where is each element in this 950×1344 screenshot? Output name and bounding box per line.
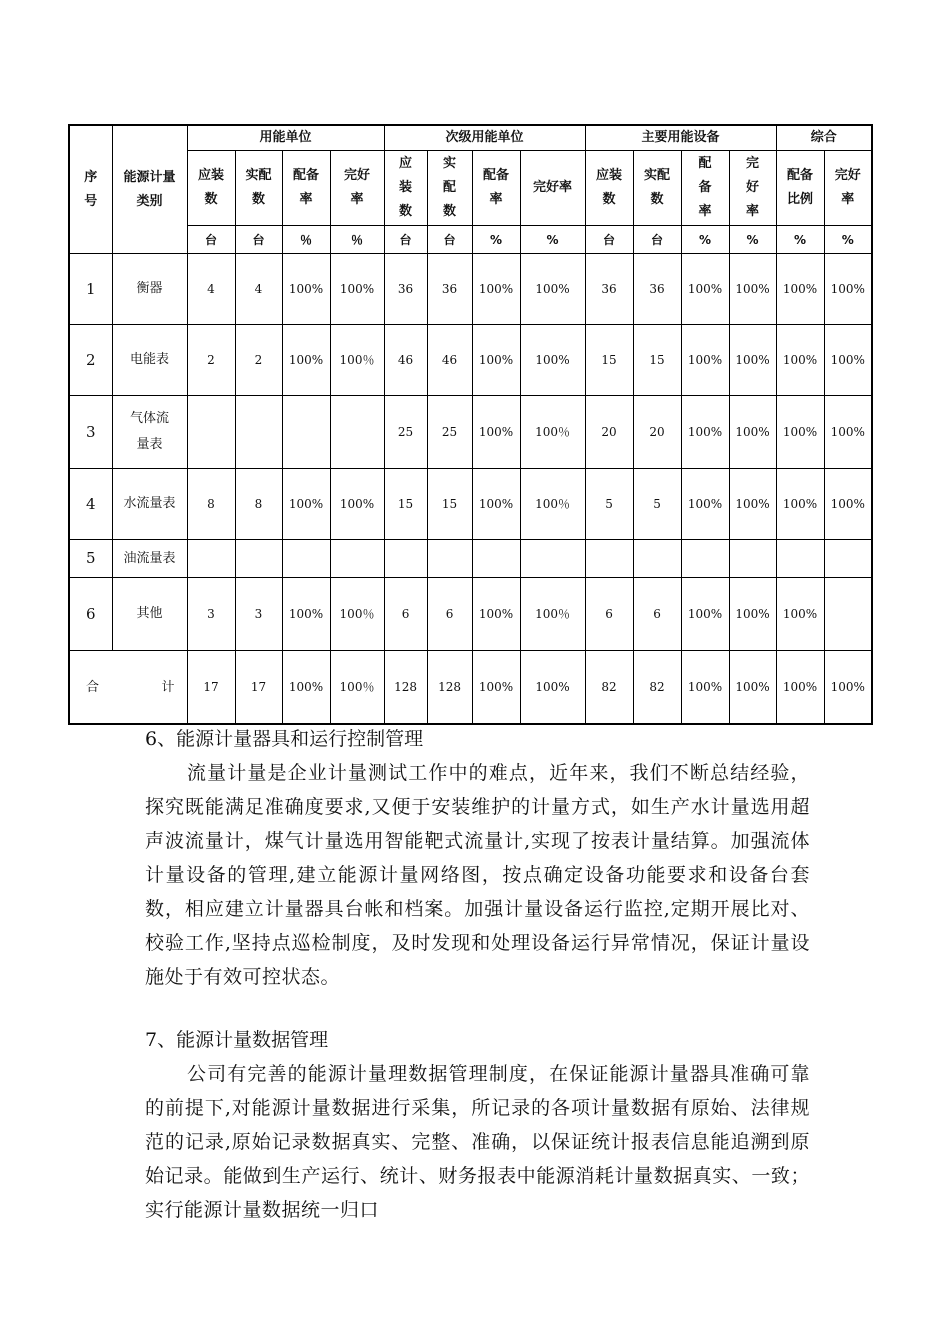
table-cell: 100％: [520, 396, 585, 469]
table-cell: 6: [427, 578, 472, 651]
table-cell: 100%: [776, 325, 824, 396]
total-cell: 17: [235, 651, 282, 725]
table-cell: [633, 540, 681, 578]
unit-cell: 台: [633, 226, 681, 254]
total-cell: 17: [187, 651, 235, 725]
section-7-title: 7、能源计量数据管理: [145, 1029, 329, 1051]
unit-cell: %: [472, 226, 520, 254]
unit-cell: %: [729, 226, 776, 254]
table-cell: 100％: [520, 578, 585, 651]
table-cell: 25: [427, 396, 472, 469]
unit-cell: %: [776, 226, 824, 254]
table-cell: 100%: [472, 254, 520, 325]
header-category: 能源计量类别: [112, 125, 187, 254]
table-row: [69, 578, 872, 651]
row-index: 4: [69, 469, 112, 540]
total-cell: 100%: [776, 651, 824, 725]
header-group-unit: 用能单位: [187, 125, 384, 151]
total-cell: 82: [633, 651, 681, 725]
row-index: 6: [69, 578, 112, 651]
unit-cell: 台: [384, 226, 427, 254]
table-row: [69, 469, 872, 540]
table-cell: 100%: [729, 578, 776, 651]
table-cell: 100%: [681, 578, 729, 651]
table-cell: 100%: [824, 469, 872, 540]
table-cell: 100%: [729, 469, 776, 540]
table-cell: 6: [633, 578, 681, 651]
table-cell: 100%: [681, 254, 729, 325]
total-cell: 100%: [472, 651, 520, 725]
table-cell: 100%: [729, 254, 776, 325]
table-cell: 100％: [330, 325, 384, 396]
table-cell: 5: [633, 469, 681, 540]
section-7-paragraph: 公司有完善的能源计量理数据管理制度，在保证能源计量器具准确可靠的前提下,对能源计量数据进行采集，所记录的各项计量数据有原始、法律规范的记录,原始记录数据真实、完整、准确，以保证统计报表信息能追溯到原始记录。能做到生产运行、统计、财务报表中能源消耗计量数据真实、一致；实行能源计量数据统一归口: [145, 1063, 810, 1221]
header-sub: 完好率: [520, 151, 585, 226]
total-cell: 100%: [282, 651, 330, 725]
table-cell: 100%: [330, 254, 384, 325]
table-cell: [824, 578, 872, 651]
unit-cell: ％: [330, 226, 384, 254]
table-cell: 100%: [776, 396, 824, 469]
table-cell: 8: [235, 469, 282, 540]
table-cell: 100%: [282, 578, 330, 651]
row-category: [112, 578, 187, 651]
header-sub: 配备比例: [776, 151, 824, 226]
table-cell: 2: [235, 325, 282, 396]
table-cell: 100%: [681, 396, 729, 469]
table-cell: [187, 540, 235, 578]
table-cell: 4: [187, 254, 235, 325]
unit-cell: %: [824, 226, 872, 254]
total-cell: 100％: [330, 651, 384, 725]
row-category-label: 水流量表: [123, 496, 176, 511]
table-cell: 20: [633, 396, 681, 469]
row-category: [112, 254, 187, 325]
table-cell: 15: [427, 469, 472, 540]
header-group-equipment: 主要用能设备: [585, 125, 776, 151]
total-row: [69, 651, 872, 725]
table-cell: 100％: [520, 469, 585, 540]
row-category-label: 油流量表: [123, 550, 176, 566]
header-sub: 配备率: [681, 151, 729, 226]
unit-cell: 台: [427, 226, 472, 254]
table-cell: [776, 540, 824, 578]
table-cell: [472, 540, 520, 578]
table-cell: 25: [384, 396, 427, 469]
table-cell: 100%: [681, 325, 729, 396]
table-cell: 46: [427, 325, 472, 396]
unit-cell: %: [681, 226, 729, 254]
table-cell: [330, 396, 384, 469]
table-cell: 100%: [520, 254, 585, 325]
row-index: 2: [69, 325, 112, 396]
row-index: 1: [69, 254, 112, 325]
table-cell: 100%: [330, 469, 384, 540]
table-cell: 6: [585, 578, 633, 651]
table-cell: 100%: [472, 396, 520, 469]
table-cell: [384, 540, 427, 578]
header-sub: 实配数: [235, 151, 282, 226]
unit-cell: ％: [282, 226, 330, 254]
table-cell: [427, 540, 472, 578]
row-category-label: 电能表: [129, 352, 169, 367]
table-row: [69, 254, 872, 325]
table-cell: 100%: [776, 469, 824, 540]
table-cell: [585, 540, 633, 578]
table-cell: 36: [633, 254, 681, 325]
header-sub: 完好率: [824, 151, 872, 226]
table-cell: 6: [384, 578, 427, 651]
row-category: [112, 469, 187, 540]
section-6-paragraph: 流量计量是企业计量测试工作中的难点，近年来，我们不断总结经验，探究既能满足准确度要求,又便于安装维护的计量方式，如生产水计量选用超声波流量计，煤气计量选用智能靶式流量计,实现了按表计量结算。加强流体计量设备的管理,建立能源计量网络图，按点确定设备功能要求和设备台套数，相应建立计量器具台帐和档案。加强计量设备运行监控,定期开展比对、校验工作,坚持点巡检制度，及时发现和处理设备运行异常情况，保证计量设施处于有效可控状态。: [145, 762, 810, 988]
table-cell: 100%: [729, 325, 776, 396]
total-cell: 128: [384, 651, 427, 725]
total-cell: 100%: [824, 651, 872, 725]
header-seq: 序号: [69, 125, 112, 254]
table-cell: 46: [384, 325, 427, 396]
table-cell: 100%: [681, 469, 729, 540]
total-cell: 100%: [681, 651, 729, 725]
header-sub: 应装数: [187, 151, 235, 226]
table-cell: 36: [384, 254, 427, 325]
table-cell: 36: [585, 254, 633, 325]
header-sub: 配备率: [282, 151, 330, 226]
row-category-label: 气体流量表: [129, 411, 169, 452]
table-cell: 15: [384, 469, 427, 540]
table-cell: 100%: [282, 325, 330, 396]
table-cell: 3: [235, 578, 282, 651]
table-cell: 100%: [824, 325, 872, 396]
table-cell: 15: [633, 325, 681, 396]
table-row: [69, 540, 872, 578]
unit-cell: 台: [187, 226, 235, 254]
row-category-label: 其他: [136, 606, 163, 621]
header-group-overall: 综合: [776, 125, 872, 151]
total-label: [69, 651, 187, 725]
total-cell: 100%: [729, 651, 776, 725]
table-cell: 100%: [520, 325, 585, 396]
table-cell: 20: [585, 396, 633, 469]
table-cell: [187, 396, 235, 469]
header-sub: 配备率: [472, 151, 520, 226]
section-6-title: 6、能源计量器具和运行控制管理: [145, 728, 424, 750]
table-cell: [235, 540, 282, 578]
section-7-body: [145, 1057, 810, 1227]
table-cell: [330, 540, 384, 578]
table-cell: 100%: [824, 254, 872, 325]
table-row: [69, 325, 872, 396]
row-category: [112, 325, 187, 396]
header-sub: 应装数: [585, 151, 633, 226]
table-cell: 100%: [776, 578, 824, 651]
row-category: [112, 396, 187, 469]
table-row: [69, 396, 872, 469]
total-cell: 100%: [520, 651, 585, 725]
table-cell: 15: [585, 325, 633, 396]
total-label-part: 合: [86, 679, 100, 695]
total-cell: 128: [427, 651, 472, 725]
table-cell: [235, 396, 282, 469]
table-cell: [520, 540, 585, 578]
row-index: 3: [69, 396, 112, 469]
energy-metering-table: [68, 124, 873, 725]
table-cell: [282, 396, 330, 469]
unit-cell: 台: [585, 226, 633, 254]
table-cell: 4: [235, 254, 282, 325]
table-cell: 100％: [330, 578, 384, 651]
header-sub: 完好率: [330, 151, 384, 226]
table-cell: 100%: [824, 396, 872, 469]
table-cell: 3: [187, 578, 235, 651]
total-label-part: 计: [161, 679, 175, 695]
table-cell: [729, 540, 776, 578]
table-cell: 100%: [472, 325, 520, 396]
total-cell: 82: [585, 651, 633, 725]
table-cell: 36: [427, 254, 472, 325]
table-cell: 100%: [282, 254, 330, 325]
table-cell: 100%: [472, 578, 520, 651]
unit-cell: 台: [235, 226, 282, 254]
table-cell: [824, 540, 872, 578]
table-cell: 100%: [282, 469, 330, 540]
table-cell: [681, 540, 729, 578]
table-cell: 100%: [776, 254, 824, 325]
table-cell: 100%: [472, 469, 520, 540]
header-sub: 实配数: [427, 151, 472, 226]
table-cell: [282, 540, 330, 578]
header-sub: 应装数: [384, 151, 427, 226]
section-6-body: [145, 756, 810, 994]
header-sub: 完好率: [729, 151, 776, 226]
table-cell: 5: [585, 469, 633, 540]
energy-metering-table-wrapper: [68, 124, 882, 725]
unit-cell: %: [520, 226, 585, 254]
row-category: [112, 540, 187, 578]
table-cell: 8: [187, 469, 235, 540]
table-cell: 100%: [729, 396, 776, 469]
table-cell: 2: [187, 325, 235, 396]
header-group-subunit: 次级用能单位: [384, 125, 585, 151]
row-category-label: 衡器: [136, 281, 163, 296]
row-index: 5: [69, 540, 112, 578]
header-sub: 实配数: [633, 151, 681, 226]
